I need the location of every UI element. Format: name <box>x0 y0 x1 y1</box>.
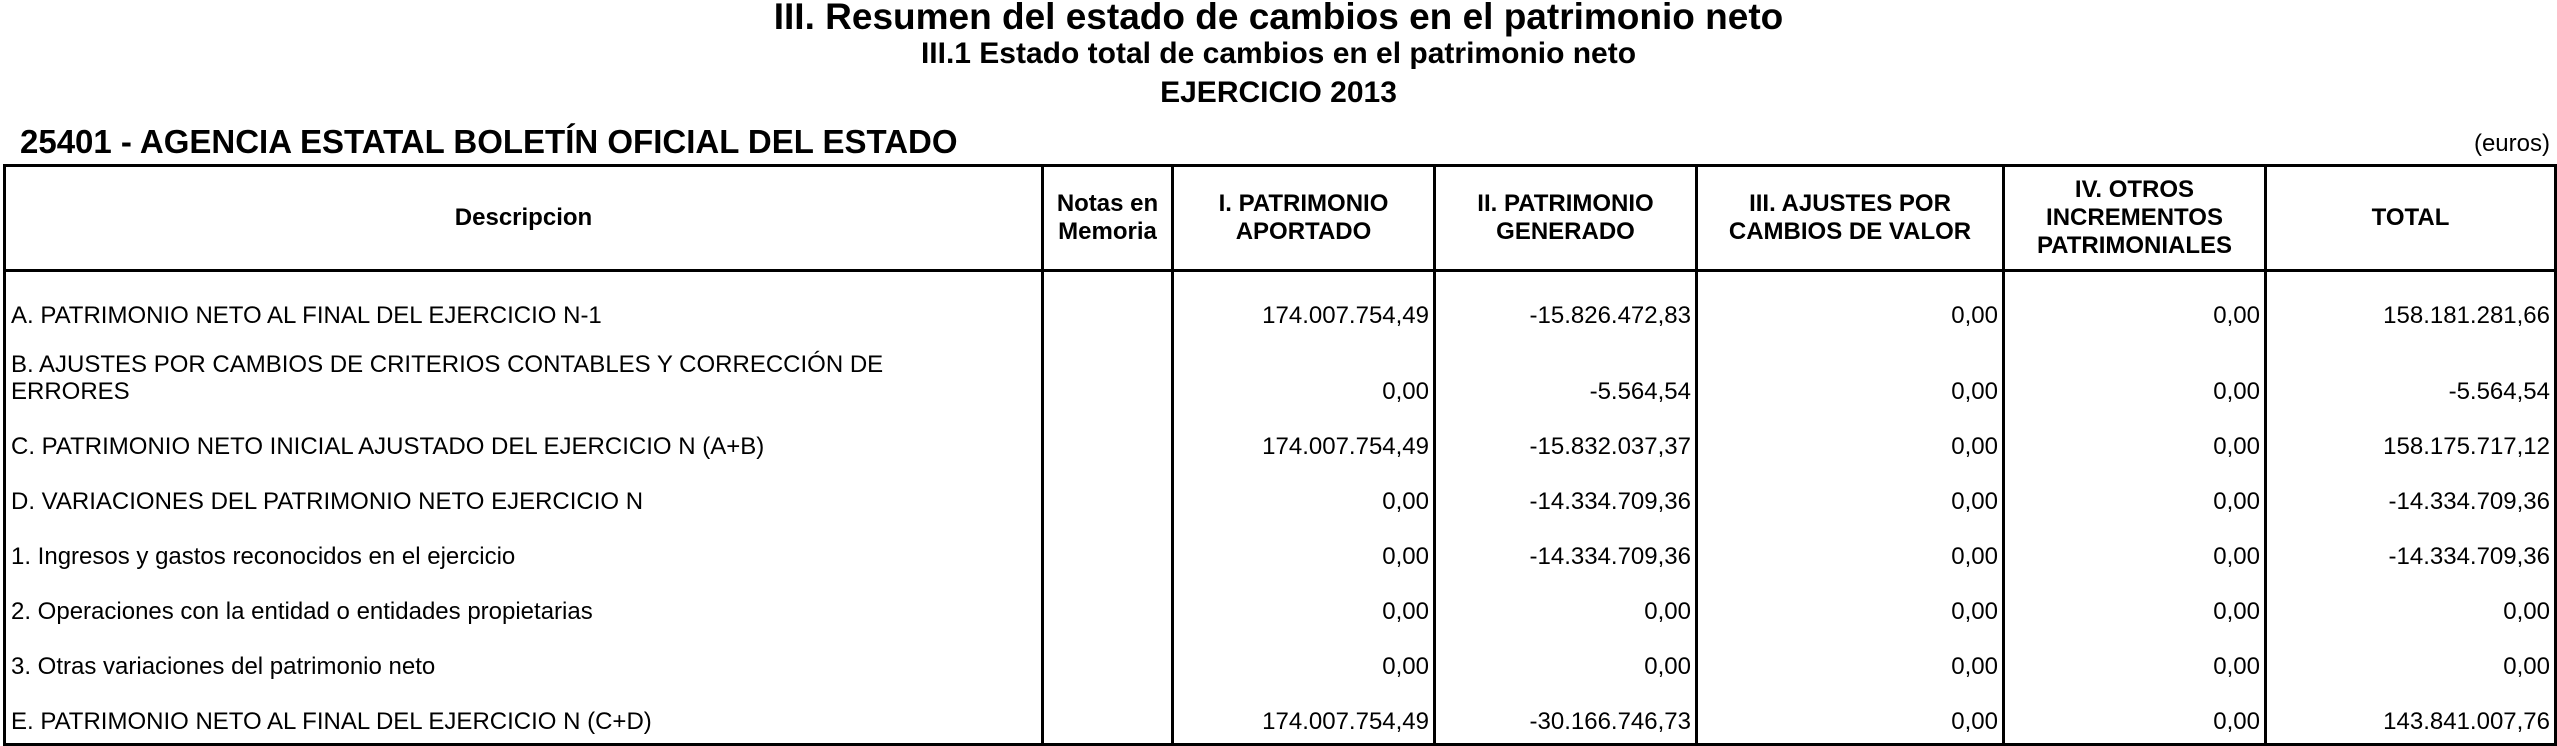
row-otros: 0,00 <box>2004 335 2266 411</box>
row-notas <box>1043 466 1173 521</box>
col-header-ajustes: III. AJUSTES POR CAMBIOS DE VALOR <box>1697 166 2004 271</box>
currency-unit: (euros) <box>2473 130 2550 157</box>
row-aportado: 0,00 <box>1173 576 1435 631</box>
col-header-otros-incrementos: IV. OTROS INCREMENTOS PATRIMONIALES <box>2004 166 2266 271</box>
table-row <box>5 576 2556 631</box>
row-aportado: 0,00 <box>1173 466 1435 521</box>
row-notas <box>1043 411 1173 466</box>
report-subtitle: III.1 Estado total de cambios en el patrimonio neto <box>920 37 1637 70</box>
report-title: III. Resumen del estado de cambios en el patrimonio neto <box>773 0 1784 37</box>
col-header-patrimonio-generado: II. PATRIMONIO GENERADO <box>1435 166 1697 271</box>
row-generado: -30.166.746,73 <box>1435 686 1697 745</box>
table-header-row <box>5 166 2556 271</box>
row-total: 0,00 <box>2266 576 2556 631</box>
row-ajustes: 0,00 <box>1697 631 2004 686</box>
row-aportado: 174.007.754,49 <box>1173 411 1435 466</box>
row-ajustes: 0,00 <box>1697 271 2004 336</box>
row-generado: -15.826.472,83 <box>1435 271 1697 336</box>
row-otros: 0,00 <box>2004 271 2266 336</box>
row-otros: 0,00 <box>2004 631 2266 686</box>
entity-name: 25401 - AGENCIA ESTATAL BOLETÍN OFICIAL DEL ESTADO <box>20 123 958 160</box>
row-ajustes: 0,00 <box>1697 335 2004 411</box>
row-generado: -14.334.709,36 <box>1435 466 1697 521</box>
row-notas <box>1043 521 1173 576</box>
row-notas <box>1043 576 1173 631</box>
row-ajustes: 0,00 <box>1697 521 2004 576</box>
row-description: 1. Ingresos y gastos reconocidos en el ejercicio <box>5 521 1043 576</box>
row-ajustes: 0,00 <box>1697 576 2004 631</box>
row-description: C. PATRIMONIO NETO INICIAL AJUSTADO DEL EJERCICIO N (A+B) <box>5 411 1043 466</box>
row-notas <box>1043 686 1173 745</box>
row-total: 158.181.281,66 <box>2266 271 2556 336</box>
col-header-notas: Notas en Memoria <box>1043 166 1173 271</box>
row-ajustes: 0,00 <box>1697 466 2004 521</box>
row-otros: 0,00 <box>2004 576 2266 631</box>
col-header-patrimonio-aportado: I. PATRIMONIO APORTADO <box>1173 166 1435 271</box>
row-generado: -5.564,54 <box>1435 335 1697 411</box>
equity-changes-table <box>3 164 2557 746</box>
row-description: E. PATRIMONIO NETO AL FINAL DEL EJERCICIO N (C+D) <box>5 686 1043 745</box>
row-description: 3. Otras variaciones del patrimonio neto <box>5 631 1043 686</box>
exercise-year: EJERCICIO 2013 <box>1160 76 1397 109</box>
table-row <box>5 686 2556 745</box>
table-row <box>5 335 2556 411</box>
row-generado: -15.832.037,37 <box>1435 411 1697 466</box>
row-otros: 0,00 <box>2004 686 2266 745</box>
row-description: 2. Operaciones con la entidad o entidades propietarias <box>5 576 1043 631</box>
table-row <box>5 631 2556 686</box>
row-total: 143.841.007,76 <box>2266 686 2556 745</box>
row-total: 0,00 <box>2266 631 2556 686</box>
row-ajustes: 0,00 <box>1697 686 2004 745</box>
row-description: A. PATRIMONIO NETO AL FINAL DEL EJERCICIO N-1 <box>5 271 1043 336</box>
col-header-descripcion: Descripcion <box>5 166 1043 271</box>
row-total: 158.175.717,12 <box>2266 411 2556 466</box>
row-description: B. AJUSTES POR CAMBIOS DE CRITERIOS CONTABLES Y CORRECCIÓN DE ERRORES <box>5 335 1043 411</box>
row-total: -5.564,54 <box>2266 335 2556 411</box>
table-row <box>5 466 2556 521</box>
row-aportado: 0,00 <box>1173 335 1435 411</box>
table-row <box>5 271 2556 336</box>
col-header-total: TOTAL <box>2266 166 2556 271</box>
row-total: -14.334.709,36 <box>2266 521 2556 576</box>
table-row <box>5 411 2556 466</box>
row-otros: 0,00 <box>2004 411 2266 466</box>
row-aportado: 0,00 <box>1173 631 1435 686</box>
row-description: D. VARIACIONES DEL PATRIMONIO NETO EJERCICIO N <box>5 466 1043 521</box>
row-ajustes: 0,00 <box>1697 411 2004 466</box>
row-otros: 0,00 <box>2004 521 2266 576</box>
row-aportado: 0,00 <box>1173 521 1435 576</box>
row-generado: 0,00 <box>1435 631 1697 686</box>
row-generado: 0,00 <box>1435 576 1697 631</box>
row-aportado: 174.007.754,49 <box>1173 686 1435 745</box>
row-notas <box>1043 335 1173 411</box>
row-otros: 0,00 <box>2004 466 2266 521</box>
table-row <box>5 521 2556 576</box>
row-aportado: 174.007.754,49 <box>1173 271 1435 336</box>
row-notas <box>1043 631 1173 686</box>
row-total: -14.334.709,36 <box>2266 466 2556 521</box>
row-notas <box>1043 271 1173 336</box>
row-generado: -14.334.709,36 <box>1435 521 1697 576</box>
